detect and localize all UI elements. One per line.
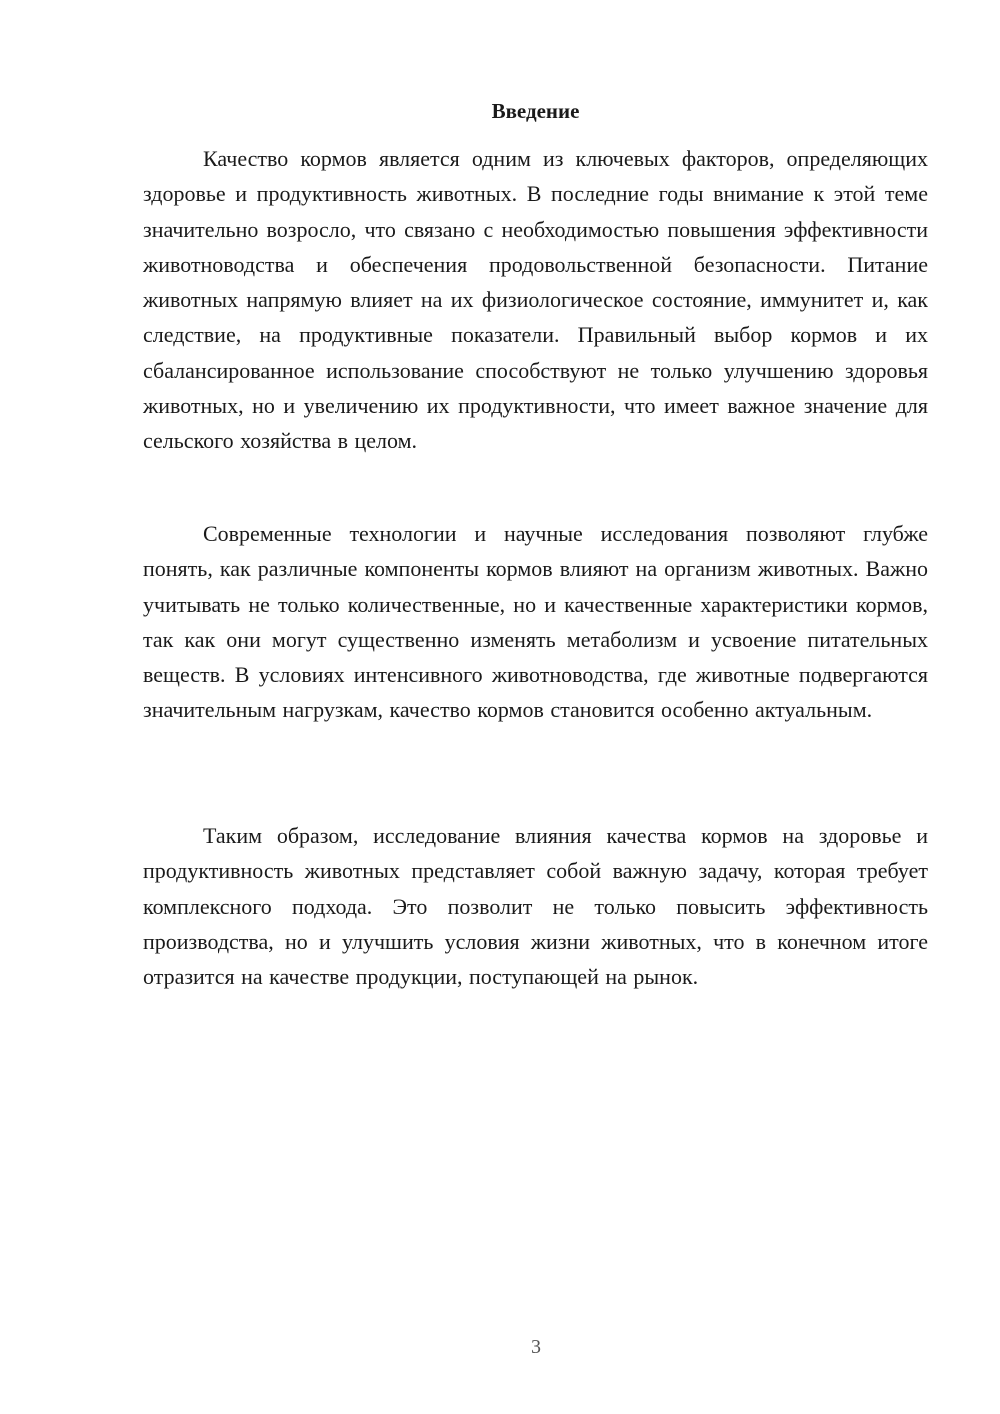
paragraph-3: Таким образом, исследование влияния качества кормов на здоровье и продуктивность животных представляет собой важную задачу, которая требует комплексного подхода. Это позволит не только повысить эффективность производства, но и улучшить условия жизни животных, что в конечном итоге отразится на качестве продукции, поступающей на рынок. [143, 823, 928, 990]
paragraph-1: Качество кормов является одним из ключевых факторов, определяющих здоровье и продуктивность животных. В последние годы внимание к этой теме значительно возросло, что связано с необходимостью повышения эффективности животноводства и обеспечения продовольственной безопасности. Питание животных напрямую влияет на их физиологическое состояние, иммунитет и, как следствие, на продуктивные показатели. Правильный выбор кормов и их сбалансированное использование способствуют не только улучшению здоровья животных, но и увеличению их продуктивности, что имеет важное значение для сельского хозяйства в целом. [143, 146, 928, 454]
page-number: 3 [531, 1336, 541, 1358]
section-heading: Введение [491, 99, 580, 123]
paragraph-2: Современные технологии и научные исследования позволяют глубже понять, как различные компоненты кормов влияют на организм животных. Важно учитывать не только количественные, но и качественные характеристики кормов, так как они могут существенно изменять метаболизм и усвоение питательных веществ. В условиях интенсивного животноводства, где животные подвергаются значительным нагрузкам, качество кормов становится особенно актуальным. [143, 521, 928, 723]
